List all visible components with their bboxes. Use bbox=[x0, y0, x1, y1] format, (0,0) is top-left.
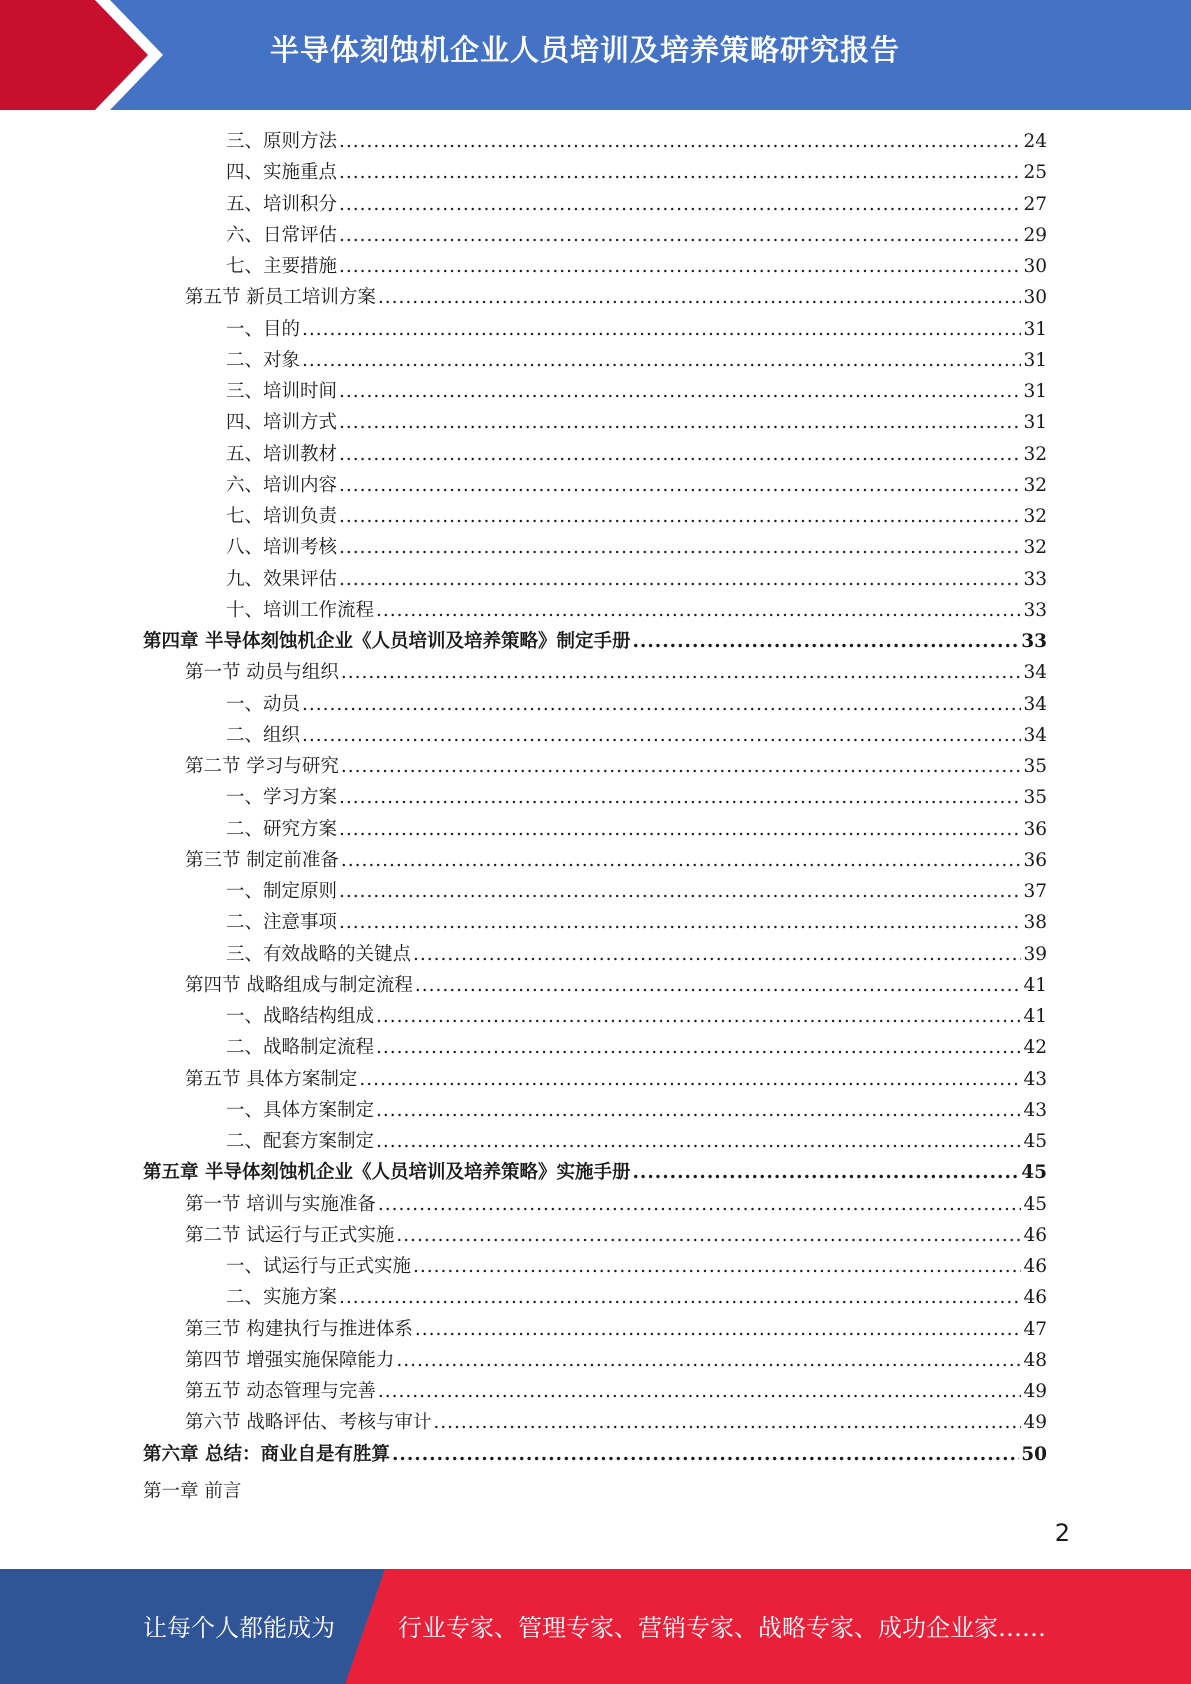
toc-entry-page: 49 bbox=[1023, 1412, 1047, 1434]
toc-entry-page: 46 bbox=[1023, 1287, 1047, 1309]
toc-dot-leader bbox=[376, 1131, 1021, 1152]
toc-entry[interactable] bbox=[226, 1096, 1047, 1127]
toc-entry-label: 四、实施重点 bbox=[226, 162, 338, 184]
toc-entry-label: 三、有效战略的关键点 bbox=[226, 943, 412, 965]
toc-entry-page: 32 bbox=[1023, 506, 1047, 527]
toc-entry-page: 36 bbox=[1023, 849, 1047, 871]
toc-entry[interactable] bbox=[143, 1440, 1047, 1471]
toc-dot-leader bbox=[339, 506, 1021, 527]
toc-entry-label: 十、培训工作流程 bbox=[226, 599, 375, 621]
toc-entry-label: 二、研究方案 bbox=[226, 818, 338, 840]
toc-entry-page: 45 bbox=[1023, 1193, 1047, 1215]
toc-entry-label: 三、原则方法 bbox=[226, 131, 338, 152]
toc-entry[interactable] bbox=[185, 1346, 1047, 1377]
toc-dot-leader bbox=[339, 1287, 1021, 1308]
toc-entry-label: 五、培训教材 bbox=[226, 443, 338, 465]
toc-entry-label: 第六章 总结：商业自是有胜算 bbox=[143, 1443, 390, 1465]
toc-dot-leader bbox=[632, 1162, 1019, 1183]
toc-entry-label: 六、培训内容 bbox=[226, 474, 338, 496]
toc-entry-label: 第五节 动态管理与完善 bbox=[185, 1381, 376, 1402]
toc-entry-label: 七、培训负责 bbox=[226, 506, 338, 527]
toc-dot-leader bbox=[341, 662, 1022, 683]
toc-entry-page: 46 bbox=[1023, 1224, 1047, 1246]
toc-dot-leader bbox=[339, 881, 1021, 902]
toc-entry[interactable] bbox=[226, 533, 1047, 564]
toc-entry[interactable] bbox=[226, 690, 1047, 721]
toc-entry-label: 二、对象 bbox=[226, 349, 301, 371]
toc-dot-leader bbox=[376, 1037, 1021, 1058]
toc-dot-leader bbox=[378, 287, 1022, 308]
toc-entry-label: 第二节 学习与研究 bbox=[185, 756, 339, 777]
toc-entry-label: 第六节 战略评估、考核与审计 bbox=[185, 1412, 432, 1434]
toc-entry-page: 30 bbox=[1023, 256, 1047, 277]
toc-entry[interactable] bbox=[185, 1315, 1047, 1346]
toc-entry-label: 第四章 半导体刻蚀机企业《人员培训及培养策略》制定手册 bbox=[143, 631, 631, 652]
toc-dot-leader bbox=[359, 1069, 1021, 1090]
toc-entry-page: 35 bbox=[1023, 756, 1047, 777]
toc-entry[interactable] bbox=[185, 283, 1047, 314]
toc-entry[interactable] bbox=[226, 502, 1047, 533]
toc-entry-label: 四、培训方式 bbox=[226, 412, 338, 434]
toc-dot-leader bbox=[302, 319, 1021, 340]
toc-entry-page: 47 bbox=[1023, 1318, 1047, 1340]
toc-dot-leader bbox=[339, 256, 1021, 277]
toc-entry-page: 36 bbox=[1023, 818, 1047, 840]
toc-entry[interactable] bbox=[226, 127, 1047, 158]
toc-entry-page: 31 bbox=[1023, 381, 1047, 402]
toc-entry-page: 31 bbox=[1023, 412, 1047, 434]
toc-entry[interactable] bbox=[226, 783, 1047, 814]
toc-entry-label: 第四节 增强实施保障能力 bbox=[185, 1349, 395, 1371]
toc-entry-page: 32 bbox=[1023, 537, 1047, 559]
toc-dot-leader bbox=[413, 1256, 1021, 1277]
toc-entry-page: 33 bbox=[1023, 599, 1047, 621]
toc-entry-page: 32 bbox=[1023, 474, 1047, 496]
toc-dot-leader bbox=[302, 694, 1021, 715]
toc-entry-label: 九、效果评估 bbox=[226, 568, 338, 590]
toc-entry-page: 34 bbox=[1023, 662, 1047, 684]
toc-dot-leader bbox=[339, 912, 1021, 933]
toc-entry[interactable] bbox=[226, 1283, 1047, 1314]
toc-entry-page: 33 bbox=[1021, 631, 1047, 652]
toc-dot-leader bbox=[396, 1350, 1021, 1371]
toc-entry[interactable] bbox=[185, 971, 1047, 1002]
toc-entry-label: 第三节 构建执行与推进体系 bbox=[185, 1318, 413, 1340]
toc-entry-page: 39 bbox=[1023, 943, 1047, 965]
toc-entry[interactable] bbox=[226, 565, 1047, 596]
toc-dot-leader bbox=[378, 1381, 1022, 1402]
toc-entry-label: 七、主要措施 bbox=[226, 256, 338, 277]
toc-entry[interactable] bbox=[143, 627, 1047, 658]
toc-entry-label: 第五节 具体方案制定 bbox=[185, 1068, 358, 1090]
toc-entry-page: 34 bbox=[1023, 724, 1047, 746]
toc-entry-label: 一、制定原则 bbox=[226, 881, 338, 902]
toc-dot-leader bbox=[302, 350, 1021, 371]
toc-entry-label: 一、试运行与正式实施 bbox=[226, 1256, 412, 1277]
footer-slogan-left: 让每个人都能成为 bbox=[143, 1614, 335, 1642]
toc-dot-leader bbox=[339, 162, 1021, 183]
toc-entry[interactable] bbox=[226, 190, 1047, 221]
document-title: 半导体刻蚀机企业人员培训及培养策略研究报告 bbox=[270, 33, 901, 67]
toc-entry[interactable] bbox=[226, 596, 1047, 627]
toc-entry-page: 32 bbox=[1023, 443, 1047, 465]
toc-entry[interactable] bbox=[185, 846, 1047, 877]
toc-entry-page: 25 bbox=[1023, 162, 1047, 184]
toc-entry-page: 46 bbox=[1023, 1256, 1047, 1277]
toc-entry-label: 二、实施方案 bbox=[226, 1287, 338, 1309]
toc-entry[interactable] bbox=[226, 346, 1047, 377]
page-footer bbox=[0, 1569, 1191, 1684]
toc-entry[interactable] bbox=[226, 221, 1047, 252]
toc-entry-label: 一、动员 bbox=[226, 693, 301, 715]
toc-entry-page: 24 bbox=[1023, 131, 1047, 152]
toc-entry-page: 50 bbox=[1021, 1443, 1047, 1465]
toc-dot-leader bbox=[378, 1194, 1022, 1215]
toc-entry[interactable] bbox=[226, 908, 1047, 939]
toc-entry[interactable] bbox=[226, 1127, 1047, 1158]
toc-entry-label: 第二节 试运行与正式实施 bbox=[185, 1224, 395, 1246]
toc-entry[interactable] bbox=[226, 158, 1047, 189]
toc-entry-page: 42 bbox=[1023, 1037, 1047, 1059]
toc-entry[interactable] bbox=[226, 408, 1047, 439]
toc-dot-leader bbox=[302, 725, 1021, 746]
toc-entry-page: 34 bbox=[1023, 693, 1047, 715]
toc-entry[interactable] bbox=[185, 1190, 1047, 1221]
toc-entry-page: 41 bbox=[1023, 974, 1047, 996]
toc-entry-label: 第一节 培训与实施准备 bbox=[185, 1193, 376, 1215]
toc-entry-page: 37 bbox=[1023, 881, 1047, 902]
toc-entry-label: 二、注意事项 bbox=[226, 912, 338, 934]
toc-entry[interactable] bbox=[226, 721, 1047, 752]
toc-entry[interactable] bbox=[226, 252, 1047, 283]
toc-dot-leader bbox=[339, 412, 1021, 433]
toc-dot-leader bbox=[376, 600, 1021, 621]
toc-entry-label: 第三节 制定前准备 bbox=[185, 849, 339, 871]
toc-entry-page: 43 bbox=[1023, 1068, 1047, 1090]
toc-dot-leader bbox=[415, 975, 1022, 996]
toc-entry-page: 31 bbox=[1023, 349, 1047, 371]
toc-entry-label: 一、具体方案制定 bbox=[226, 1099, 375, 1121]
toc-entry-label: 一、学习方案 bbox=[226, 787, 338, 809]
toc-entry-page: 45 bbox=[1023, 1131, 1047, 1152]
toc-dot-leader bbox=[339, 225, 1021, 246]
toc-entry-label: 八、培训考核 bbox=[226, 537, 338, 559]
toc-entry[interactable] bbox=[226, 1002, 1047, 1033]
footer-slogan-right: 行业专家、管理专家、营销专家、战略专家、成功企业家…… bbox=[398, 1614, 1046, 1642]
toc-dot-leader bbox=[415, 1319, 1022, 1340]
toc-entry-label: 第五章 半导体刻蚀机企业《人员培训及培养策略》实施手册 bbox=[143, 1162, 631, 1184]
toc-entry[interactable] bbox=[226, 377, 1047, 408]
toc-entry-page: 48 bbox=[1023, 1349, 1047, 1371]
toc-entry[interactable] bbox=[143, 1158, 1047, 1189]
toc-dot-leader bbox=[341, 850, 1022, 871]
toc-dot-leader bbox=[396, 1225, 1021, 1246]
toc-entry-page: 43 bbox=[1023, 1099, 1047, 1121]
toc-entry-page: 41 bbox=[1023, 1006, 1047, 1027]
toc-entry-label: 六、日常评估 bbox=[226, 224, 338, 246]
toc-entry[interactable] bbox=[185, 1221, 1047, 1252]
toc-entry[interactable] bbox=[226, 940, 1047, 971]
toc-dot-leader bbox=[341, 756, 1022, 777]
toc-entry-page: 35 bbox=[1023, 787, 1047, 809]
toc-entry[interactable] bbox=[226, 815, 1047, 846]
toc-dot-leader bbox=[632, 631, 1019, 652]
toc-dot-leader bbox=[339, 444, 1021, 465]
toc-dot-leader bbox=[339, 475, 1021, 496]
toc-entry[interactable] bbox=[226, 440, 1047, 471]
toc-entry[interactable] bbox=[185, 1408, 1047, 1439]
toc-dot-leader bbox=[339, 537, 1021, 558]
toc-entry[interactable] bbox=[226, 315, 1047, 346]
toc-dot-leader bbox=[392, 1444, 1019, 1465]
toc-entry-label: 二、战略制定流程 bbox=[226, 1037, 375, 1059]
toc-dot-leader bbox=[339, 819, 1021, 840]
toc-dot-leader bbox=[339, 787, 1021, 808]
toc-entry[interactable] bbox=[185, 1065, 1047, 1096]
toc-dot-leader bbox=[433, 1412, 1021, 1433]
toc-entry[interactable] bbox=[185, 752, 1047, 783]
toc-dot-leader bbox=[339, 569, 1021, 590]
toc-dot-leader bbox=[376, 1100, 1021, 1121]
toc-entry-label: 第一节 动员与组织 bbox=[185, 662, 339, 684]
toc-entry-label: 五、培训积分 bbox=[226, 193, 338, 215]
toc-dot-leader bbox=[339, 381, 1021, 402]
toc-entry-page: 27 bbox=[1023, 193, 1047, 215]
toc-entry-page: 49 bbox=[1023, 1381, 1047, 1402]
toc-dot-leader bbox=[339, 194, 1021, 215]
chapter-one-heading: 第一章 前言 bbox=[143, 1481, 242, 1502]
toc-entry-page: 33 bbox=[1023, 568, 1047, 590]
toc-entry[interactable] bbox=[185, 1377, 1047, 1408]
toc-entry-label: 三、培训时间 bbox=[226, 381, 338, 402]
toc-entry-label: 二、配套方案制定 bbox=[226, 1131, 375, 1152]
toc-entry-label: 一、目的 bbox=[226, 318, 301, 340]
toc-dot-leader bbox=[339, 131, 1021, 152]
toc-entry-label: 第五节 新员工培训方案 bbox=[185, 287, 376, 309]
toc-entry-page: 29 bbox=[1023, 224, 1047, 246]
toc-dot-leader bbox=[413, 944, 1021, 965]
page-header bbox=[0, 0, 1191, 110]
toc-entry-label: 二、组织 bbox=[226, 724, 301, 746]
toc-dot-leader bbox=[376, 1006, 1021, 1027]
toc-entry-label: 一、战略结构组成 bbox=[226, 1006, 375, 1027]
toc-entry[interactable] bbox=[185, 658, 1047, 689]
toc-entry-page: 45 bbox=[1021, 1162, 1047, 1184]
toc-entry-label: 第四节 战略组成与制定流程 bbox=[185, 974, 413, 996]
toc-entry[interactable] bbox=[226, 877, 1047, 908]
toc-entry[interactable] bbox=[226, 1033, 1047, 1064]
page-number: 2 bbox=[1054, 1519, 1070, 1547]
toc-entry[interactable] bbox=[226, 471, 1047, 502]
toc-entry-page: 38 bbox=[1023, 912, 1047, 934]
toc-entry-page: 31 bbox=[1023, 318, 1047, 340]
toc-entry[interactable] bbox=[226, 1252, 1047, 1283]
toc-entry-page: 30 bbox=[1023, 287, 1047, 309]
